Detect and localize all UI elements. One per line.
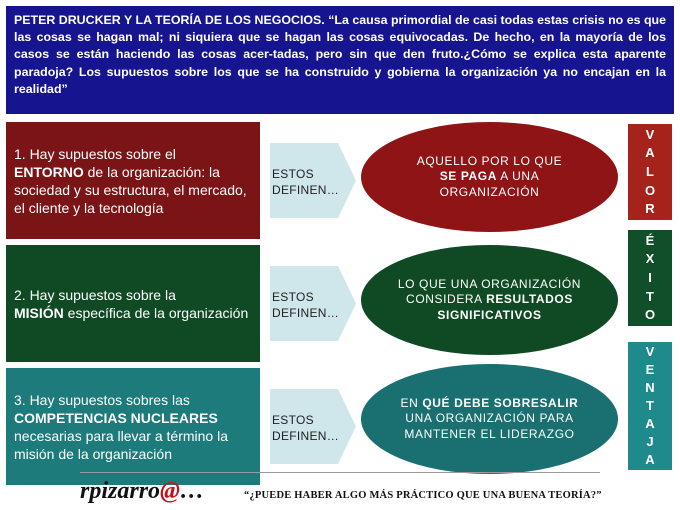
oval-text-pre: LO QUE UNA ORGANIZACIÓN CONSIDERA <box>397 276 582 307</box>
letter: X <box>645 251 655 267</box>
oval-significant-results <box>361 245 618 355</box>
arrow-label-line1: ESTOS <box>272 413 314 427</box>
oval-what-is-paid-for <box>361 122 618 232</box>
logo <box>80 478 204 505</box>
arrow-defines-3 <box>270 389 356 464</box>
logo-at: @ <box>160 478 180 504</box>
letter: L <box>646 163 654 179</box>
oval-text-pre: AQUELLO POR LO QUE <box>416 153 563 168</box>
letter: T <box>646 288 654 304</box>
arrow-label-line2: DEFINEN… <box>272 306 340 320</box>
assumption-detail: necesarias para llevar a término la misión de la organización <box>14 427 228 462</box>
letter: I <box>648 269 652 285</box>
assumption-box-mission <box>6 245 260 362</box>
arrow-label-line2: DEFINEN… <box>272 429 340 443</box>
letter: J <box>646 434 654 449</box>
arrow-label-line1: ESTOS <box>272 290 314 304</box>
arrow-label-line2: DEFINEN… <box>272 183 340 197</box>
letter: A <box>645 452 655 467</box>
assumption-detail: específica de la organización <box>63 304 249 321</box>
oval-text-bold: QUÉ DEBE SOBRESALIR <box>422 395 579 410</box>
letter: O <box>644 307 656 323</box>
assumption-box-environment <box>6 122 260 239</box>
arrow-label-line1: ESTOS <box>272 167 314 181</box>
vertical-label-exito <box>626 228 674 328</box>
assumption-keyword: COMPETENCIAS NUCLEARES <box>14 409 218 426</box>
letter: A <box>645 145 655 161</box>
oval-text-pre: EN <box>400 395 423 410</box>
arrow-defines-2 <box>270 266 356 341</box>
letter: N <box>645 380 655 395</box>
arrow-defines-1 <box>270 143 356 218</box>
letter: T <box>646 398 654 413</box>
letter: É <box>645 232 655 248</box>
oval-text-bold: SE PAGA <box>439 169 498 184</box>
letter: R <box>645 201 655 217</box>
footer-divider <box>80 472 600 473</box>
oval-text-post: UNA ORGANIZACIÓN PARA MANTENER EL LIDERAZGO <box>404 411 575 441</box>
header-text: PETER DRUCKER Y LA TEORÍA DE LOS NEGOCIOS. “La causa primordial de casi todas estas crisis no es que las cosas se hagan mal; ni siquiera que se hagan las cosas equivocadas. De hecho, en la mayoría de los casos se están haciendo las cosas acer-tadas, pero sin que den fruto.¿Cómo se explica esta aparente paradoja? Los supuestos sobre los que se ha construido y gobierna la organización ya no encajan en la realidad” <box>14 13 666 96</box>
assumption-keyword: ENTORNO <box>14 163 84 180</box>
assumption-intro: 2. Hay supuestos sobre la <box>14 286 176 303</box>
letter: A <box>645 416 655 431</box>
letter: V <box>645 344 655 359</box>
assumption-keyword: MISIÓN <box>14 304 64 321</box>
letter: V <box>645 126 655 142</box>
oval-text-post: A UNA ORGANIZACIÓN <box>439 169 540 199</box>
footer-tagline: “¿PUEDE HABER ALGO MÁS PRÁCTICO QUE UNA BUENA TEORÍA?” <box>244 490 602 501</box>
letter: E <box>645 362 655 377</box>
letter: O <box>644 182 656 198</box>
header-banner <box>6 6 674 114</box>
logo-name: rpizarro <box>80 478 161 504</box>
vertical-label-ventaja <box>626 340 674 472</box>
assumption-intro: 1. Hay supuestos sobre el <box>14 145 176 162</box>
assumption-box-core-competencies <box>6 368 260 485</box>
oval-text-bold: RESULTADOS SIGNIFICATIVOS <box>437 292 573 322</box>
logo-ellipsis: … <box>180 478 204 504</box>
oval-must-excel <box>361 364 618 474</box>
assumption-intro: 3. Hay supuestos sobres las <box>14 391 190 408</box>
assumption-detail: de la organización: la sociedad y su estructura, el mercado, el cliente y la tecnología <box>14 163 247 216</box>
vertical-label-valor <box>626 122 674 222</box>
